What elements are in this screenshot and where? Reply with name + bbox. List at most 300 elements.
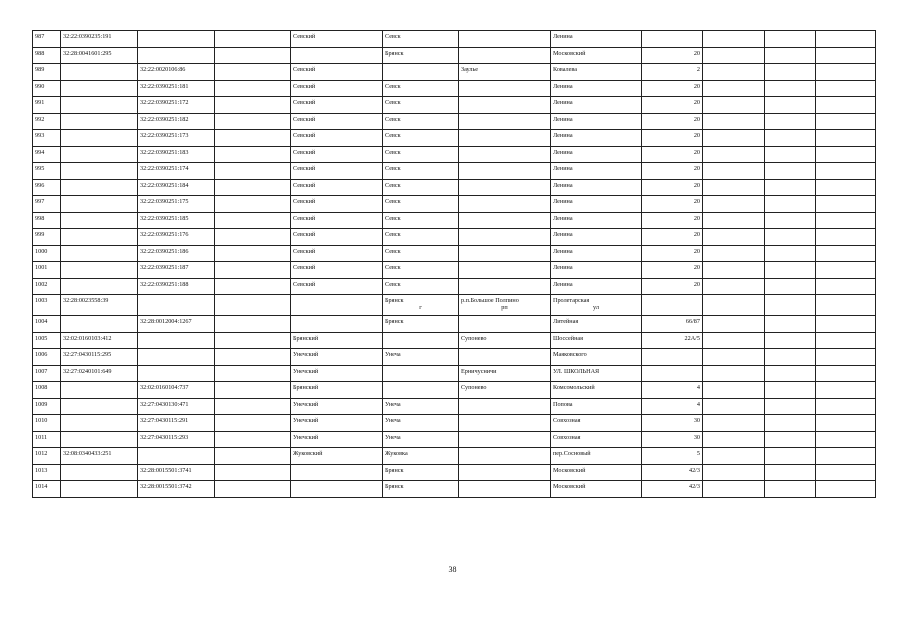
cell-text: Супонево xyxy=(461,334,487,342)
city-cell xyxy=(383,64,459,81)
cell-text: Ленина xyxy=(553,214,573,222)
extra-cell xyxy=(703,398,765,415)
cadastral-number-alt-cell xyxy=(138,464,215,481)
extra-cell xyxy=(765,245,816,262)
cell-text: 32:22:0390251:184 xyxy=(140,181,189,189)
cadastral-number-cell xyxy=(61,31,138,48)
extra-cell xyxy=(703,245,765,262)
city-cell xyxy=(383,316,459,333)
city-cell xyxy=(383,146,459,163)
cell-text: Севск xyxy=(385,198,401,205)
street-cell xyxy=(551,278,642,295)
house-number-cell xyxy=(642,47,703,64)
district-cell xyxy=(291,295,383,316)
cell-text: 32:22:0390251:182 xyxy=(140,115,189,123)
cell-text: 1011 xyxy=(35,433,48,441)
row-number-cell xyxy=(33,295,61,316)
cell-text: Жуковка xyxy=(385,450,408,457)
empty-cell xyxy=(215,130,291,147)
empty-cell xyxy=(215,382,291,399)
cell-text: 4 xyxy=(696,384,700,391)
extra-cell xyxy=(816,431,876,448)
row-number-cell xyxy=(33,278,61,295)
cell-text: Севский xyxy=(293,66,316,73)
district-cell xyxy=(291,415,383,432)
district-cell xyxy=(291,332,383,349)
cell-text: 20 xyxy=(693,132,700,139)
settlement-cell xyxy=(459,295,551,316)
cell-text: Брянск xyxy=(385,318,404,325)
city-cell xyxy=(383,245,459,262)
street-cell xyxy=(551,31,642,48)
row-number-cell xyxy=(33,382,61,399)
settlement-cell xyxy=(459,278,551,295)
cell-text: 32:27:0430130:471 xyxy=(140,400,189,408)
extra-cell xyxy=(816,130,876,147)
cell-text: 1001 xyxy=(35,264,48,271)
cadastral-number-alt-cell xyxy=(138,415,215,432)
cell-text: 988 xyxy=(35,49,45,57)
settlement-cell xyxy=(459,47,551,64)
cadastral-number-alt-cell xyxy=(138,431,215,448)
table-row xyxy=(33,31,876,48)
cell-text: Севский xyxy=(293,214,316,222)
cell-text: Севск xyxy=(385,33,401,40)
table-row xyxy=(33,382,876,399)
empty-cell xyxy=(215,212,291,229)
table-row xyxy=(33,130,876,147)
cadastral-number-alt-cell xyxy=(138,245,215,262)
extra-cell xyxy=(703,113,765,130)
cell-text: 32:22:0390251:187 xyxy=(140,264,189,271)
street-cell xyxy=(551,163,642,180)
cell-text: 998 xyxy=(35,214,45,222)
empty-cell xyxy=(215,464,291,481)
extra-cell xyxy=(816,64,876,81)
empty-cell xyxy=(215,179,291,196)
street-cell xyxy=(551,448,642,465)
district-cell xyxy=(291,245,383,262)
extra-cell xyxy=(703,481,765,498)
cell-text: Ленина xyxy=(553,132,573,139)
cadastral-number-cell xyxy=(61,316,138,333)
empty-cell xyxy=(215,229,291,246)
district-cell xyxy=(291,464,383,481)
extra-cell xyxy=(816,196,876,213)
empty-cell xyxy=(215,113,291,130)
cadastral-number-cell xyxy=(61,146,138,163)
cell-text: Севск xyxy=(385,115,401,123)
cell-text: Севский xyxy=(293,198,316,205)
settlement-cell xyxy=(459,179,551,196)
extra-cell xyxy=(765,47,816,64)
cell-text: Севский xyxy=(293,99,316,106)
cadastral-number-alt-cell xyxy=(138,278,215,295)
table-row xyxy=(33,349,876,366)
district-cell xyxy=(291,146,383,163)
house-number-cell xyxy=(642,64,703,81)
empty-cell xyxy=(215,262,291,279)
registry-table-body xyxy=(33,31,876,498)
house-number-cell xyxy=(642,229,703,246)
cell-text: Ленина xyxy=(553,264,573,271)
extra-cell xyxy=(816,448,876,465)
settlement-cell xyxy=(459,481,551,498)
district-cell xyxy=(291,31,383,48)
cell-text: 32:28:0041601:295 xyxy=(63,49,112,57)
extra-cell xyxy=(816,415,876,432)
cell-text: 32:22:0390251:186 xyxy=(140,247,189,255)
extra-cell xyxy=(703,332,765,349)
cell-text: 1000 xyxy=(35,247,48,255)
cell-text: 20 xyxy=(693,247,700,255)
cell-text: 997 xyxy=(35,198,45,205)
cell-text: 66/87 xyxy=(685,318,700,325)
extra-cell xyxy=(816,278,876,295)
cadastral-number-cell xyxy=(61,481,138,498)
settlement-cell xyxy=(459,431,551,448)
street-cell xyxy=(551,47,642,64)
cell-text: 20 xyxy=(693,280,700,288)
extra-cell xyxy=(703,196,765,213)
extra-cell xyxy=(703,262,765,279)
street-cell xyxy=(551,80,642,97)
house-number-cell xyxy=(642,332,703,349)
cell-text: 1010 xyxy=(35,417,48,424)
house-number-cell xyxy=(642,295,703,316)
settlement-cell xyxy=(459,130,551,147)
street-cell xyxy=(551,415,642,432)
table-row xyxy=(33,196,876,213)
empty-cell xyxy=(215,64,291,81)
cell-text: Московский xyxy=(553,466,586,474)
district-cell xyxy=(291,97,383,114)
extra-cell xyxy=(816,316,876,333)
extra-cell xyxy=(703,163,765,180)
district-cell xyxy=(291,196,383,213)
district-cell xyxy=(291,365,383,382)
city-cell xyxy=(383,47,459,64)
city-cell xyxy=(383,481,459,498)
city-cell xyxy=(383,448,459,465)
extra-cell xyxy=(703,464,765,481)
row-number-cell xyxy=(33,212,61,229)
extra-cell xyxy=(703,97,765,114)
extra-cell xyxy=(703,146,765,163)
cell-text: 990 xyxy=(35,82,45,90)
cell-text: 32:22:0390251:173 xyxy=(140,132,189,139)
cell-text: Заулье xyxy=(461,66,479,73)
cell-text: Севский xyxy=(293,231,316,238)
row-number-cell xyxy=(33,448,61,465)
cell-text: 32:22:0390251:172 xyxy=(140,99,189,106)
city-cell xyxy=(383,295,459,316)
settlement-cell xyxy=(459,349,551,366)
city-cell xyxy=(383,382,459,399)
cell-text: Ленина xyxy=(553,99,573,106)
cadastral-number-alt-cell xyxy=(138,130,215,147)
cell-text: Унечский xyxy=(293,367,319,375)
cell-text: 1009 xyxy=(35,400,48,408)
cadastral-number-cell xyxy=(61,179,138,196)
extra-cell xyxy=(816,163,876,180)
extra-cell xyxy=(816,332,876,349)
table-row xyxy=(33,398,876,415)
house-number-cell xyxy=(642,278,703,295)
extra-cell xyxy=(703,179,765,196)
cadastral-number-alt-cell xyxy=(138,47,215,64)
empty-cell xyxy=(215,431,291,448)
settlement-cell xyxy=(459,332,551,349)
cell-text: 42/3 xyxy=(688,466,700,474)
extra-cell xyxy=(765,295,816,316)
district-cell xyxy=(291,179,383,196)
cell-text: 20 xyxy=(693,82,700,90)
cell-text: 30 xyxy=(693,417,700,424)
extra-cell xyxy=(816,31,876,48)
cell-text: 20 xyxy=(693,99,700,106)
street-cell xyxy=(551,196,642,213)
cell-text: Севский xyxy=(293,33,316,40)
city-cell xyxy=(383,163,459,180)
extra-cell xyxy=(765,415,816,432)
street-cell xyxy=(551,382,642,399)
row-number-cell xyxy=(33,316,61,333)
cell-text: 1014 xyxy=(35,483,48,490)
cell-text: 32:28:0012004:1267 xyxy=(140,318,192,325)
cell-text: 32:22:0390251:181 xyxy=(140,82,189,90)
settlement-cell xyxy=(459,365,551,382)
street-cell xyxy=(551,316,642,333)
cell-text: 22А/5 xyxy=(684,334,700,342)
empty-cell xyxy=(215,448,291,465)
cell-text: Брянск xyxy=(385,49,404,57)
extra-cell xyxy=(816,481,876,498)
house-number-cell xyxy=(642,415,703,432)
cadastral-number-alt-cell xyxy=(138,97,215,114)
cell-text: Ковалева xyxy=(553,66,577,73)
cell-text: Московский xyxy=(553,483,586,490)
city-cell xyxy=(383,332,459,349)
house-number-cell xyxy=(642,31,703,48)
row-number-cell xyxy=(33,163,61,180)
cell-text: 1013 xyxy=(35,466,48,474)
district-cell xyxy=(291,163,383,180)
cell-text: 32:27:0430115:295 xyxy=(63,351,112,358)
extra-cell xyxy=(765,97,816,114)
cell-text: Севский xyxy=(293,264,316,271)
street-cell xyxy=(551,113,642,130)
house-number-cell xyxy=(642,316,703,333)
cell-text: Ленина xyxy=(553,165,573,172)
house-number-cell xyxy=(642,398,703,415)
city-cell xyxy=(383,179,459,196)
settlement-cell xyxy=(459,382,551,399)
extra-cell xyxy=(703,382,765,399)
house-number-cell xyxy=(642,212,703,229)
row-number-cell xyxy=(33,365,61,382)
district-cell xyxy=(291,80,383,97)
cell-text: Ленина xyxy=(553,247,573,255)
cell-text: Ленина xyxy=(553,33,573,40)
city-cell xyxy=(383,431,459,448)
cadastral-number-alt-cell xyxy=(138,448,215,465)
house-number-cell xyxy=(642,196,703,213)
cell-text: Севск xyxy=(385,181,401,189)
settlement-cell xyxy=(459,316,551,333)
cell-text: 996 xyxy=(35,181,45,189)
cell-text: 991 xyxy=(35,99,45,106)
empty-cell xyxy=(215,31,291,48)
table-row xyxy=(33,80,876,97)
cell-text: Севский xyxy=(293,181,316,189)
street-cell xyxy=(551,97,642,114)
cadastral-number-cell xyxy=(61,245,138,262)
row-number-cell xyxy=(33,262,61,279)
cadastral-number-cell xyxy=(61,365,138,382)
cell-text: 1002 xyxy=(35,280,48,288)
cadastral-number-alt-cell xyxy=(138,316,215,333)
settlement-cell xyxy=(459,448,551,465)
page-number: 38 xyxy=(448,565,457,574)
cadastral-number-alt-cell xyxy=(138,163,215,180)
cell-text: 32:28:0023558:39 xyxy=(63,297,109,304)
extra-cell xyxy=(703,278,765,295)
cadastral-number-alt-cell xyxy=(138,262,215,279)
cell-text: Унечский xyxy=(293,417,319,424)
cadastral-number-cell xyxy=(61,229,138,246)
cadastral-number-alt-cell xyxy=(138,481,215,498)
table-row xyxy=(33,262,876,279)
cell-text: Севский xyxy=(293,82,316,90)
cell-text: Комсомольский xyxy=(553,384,595,391)
cell-text: Унеча xyxy=(385,400,401,408)
cell-text: 20 xyxy=(693,49,700,57)
house-number-cell xyxy=(642,245,703,262)
city-cell xyxy=(383,196,459,213)
settlement-cell xyxy=(459,97,551,114)
row-number-cell xyxy=(33,415,61,432)
cadastral-number-cell xyxy=(61,64,138,81)
extra-cell xyxy=(816,229,876,246)
cell-text: Севск xyxy=(385,99,401,106)
house-number-cell xyxy=(642,130,703,147)
row-number-cell xyxy=(33,464,61,481)
cadastral-number-cell xyxy=(61,130,138,147)
house-number-cell xyxy=(642,382,703,399)
street-cell xyxy=(551,146,642,163)
cadastral-number-cell xyxy=(61,431,138,448)
extra-cell xyxy=(765,278,816,295)
cell-text: Московский xyxy=(553,49,586,57)
cell-text: Брянск xyxy=(385,483,404,490)
cell-text: 32:02:0160104:737 xyxy=(140,384,189,391)
cell-text: 20 xyxy=(693,264,700,271)
settlement-cell xyxy=(459,229,551,246)
cell-text: 32:22:0390251:183 xyxy=(140,148,189,156)
cell-text: Брянский xyxy=(293,334,319,342)
city-cell xyxy=(383,113,459,130)
cell-text: Маяковского xyxy=(553,351,587,358)
cadastral-number-alt-cell xyxy=(138,332,215,349)
extra-cell xyxy=(703,431,765,448)
cell-text: Попова xyxy=(553,400,573,408)
cadastral-number-cell xyxy=(61,212,138,229)
cell-text: 30 xyxy=(693,433,700,441)
cell-text: Севск xyxy=(385,247,401,255)
settlement-cell xyxy=(459,245,551,262)
table-row xyxy=(33,64,876,81)
row-number-cell xyxy=(33,431,61,448)
cell-text: 1003 xyxy=(35,297,48,304)
cell-text: Севский xyxy=(293,280,316,288)
extra-cell xyxy=(765,80,816,97)
street-cell xyxy=(551,295,642,316)
district-cell xyxy=(291,349,383,366)
district-cell xyxy=(291,262,383,279)
district-cell xyxy=(291,316,383,333)
cadastral-number-cell xyxy=(61,382,138,399)
row-number-cell xyxy=(33,64,61,81)
empty-cell xyxy=(215,146,291,163)
district-cell xyxy=(291,130,383,147)
house-number-cell xyxy=(642,349,703,366)
house-number-cell xyxy=(642,431,703,448)
row-number-cell xyxy=(33,349,61,366)
cadastral-number-alt-cell xyxy=(138,113,215,130)
extra-cell xyxy=(765,398,816,415)
cell-text: 32:08:0340433:251 xyxy=(63,450,112,457)
cell-text: Севск xyxy=(385,165,401,172)
cadastral-number-alt-cell xyxy=(138,179,215,196)
district-cell xyxy=(291,382,383,399)
settlement-cell xyxy=(459,31,551,48)
cell-text: 32:28:0015501:3741 xyxy=(140,466,192,474)
table-row xyxy=(33,97,876,114)
cell-text: Ленина xyxy=(553,82,573,90)
settlement-cell xyxy=(459,262,551,279)
extra-cell xyxy=(703,295,765,316)
settlement-cell xyxy=(459,113,551,130)
cell-text: 987 xyxy=(35,33,45,40)
house-number-cell xyxy=(642,80,703,97)
cell-text: 1012 xyxy=(35,450,48,457)
extra-cell xyxy=(765,262,816,279)
cell-text: Шоссейная xyxy=(553,334,584,342)
cell-text: 989 xyxy=(35,66,45,73)
cell-text: 993 xyxy=(35,132,45,139)
extra-cell xyxy=(703,130,765,147)
street-cell xyxy=(551,332,642,349)
cadastral-number-alt-cell xyxy=(138,349,215,366)
street-cell xyxy=(551,398,642,415)
district-cell xyxy=(291,64,383,81)
extra-cell xyxy=(765,481,816,498)
row-number-cell xyxy=(33,179,61,196)
cell-text: Севский xyxy=(293,165,316,172)
cadastral-number-cell xyxy=(61,278,138,295)
cell-text: 20 xyxy=(693,231,700,238)
extra-cell xyxy=(703,31,765,48)
district-cell xyxy=(291,212,383,229)
city-cell xyxy=(383,278,459,295)
cell-text: Ленина xyxy=(553,280,573,288)
district-cell xyxy=(291,47,383,64)
empty-cell xyxy=(215,163,291,180)
table-row xyxy=(33,365,876,382)
cadastral-number-alt-cell xyxy=(138,80,215,97)
cell-text: Совхозная xyxy=(553,433,581,441)
